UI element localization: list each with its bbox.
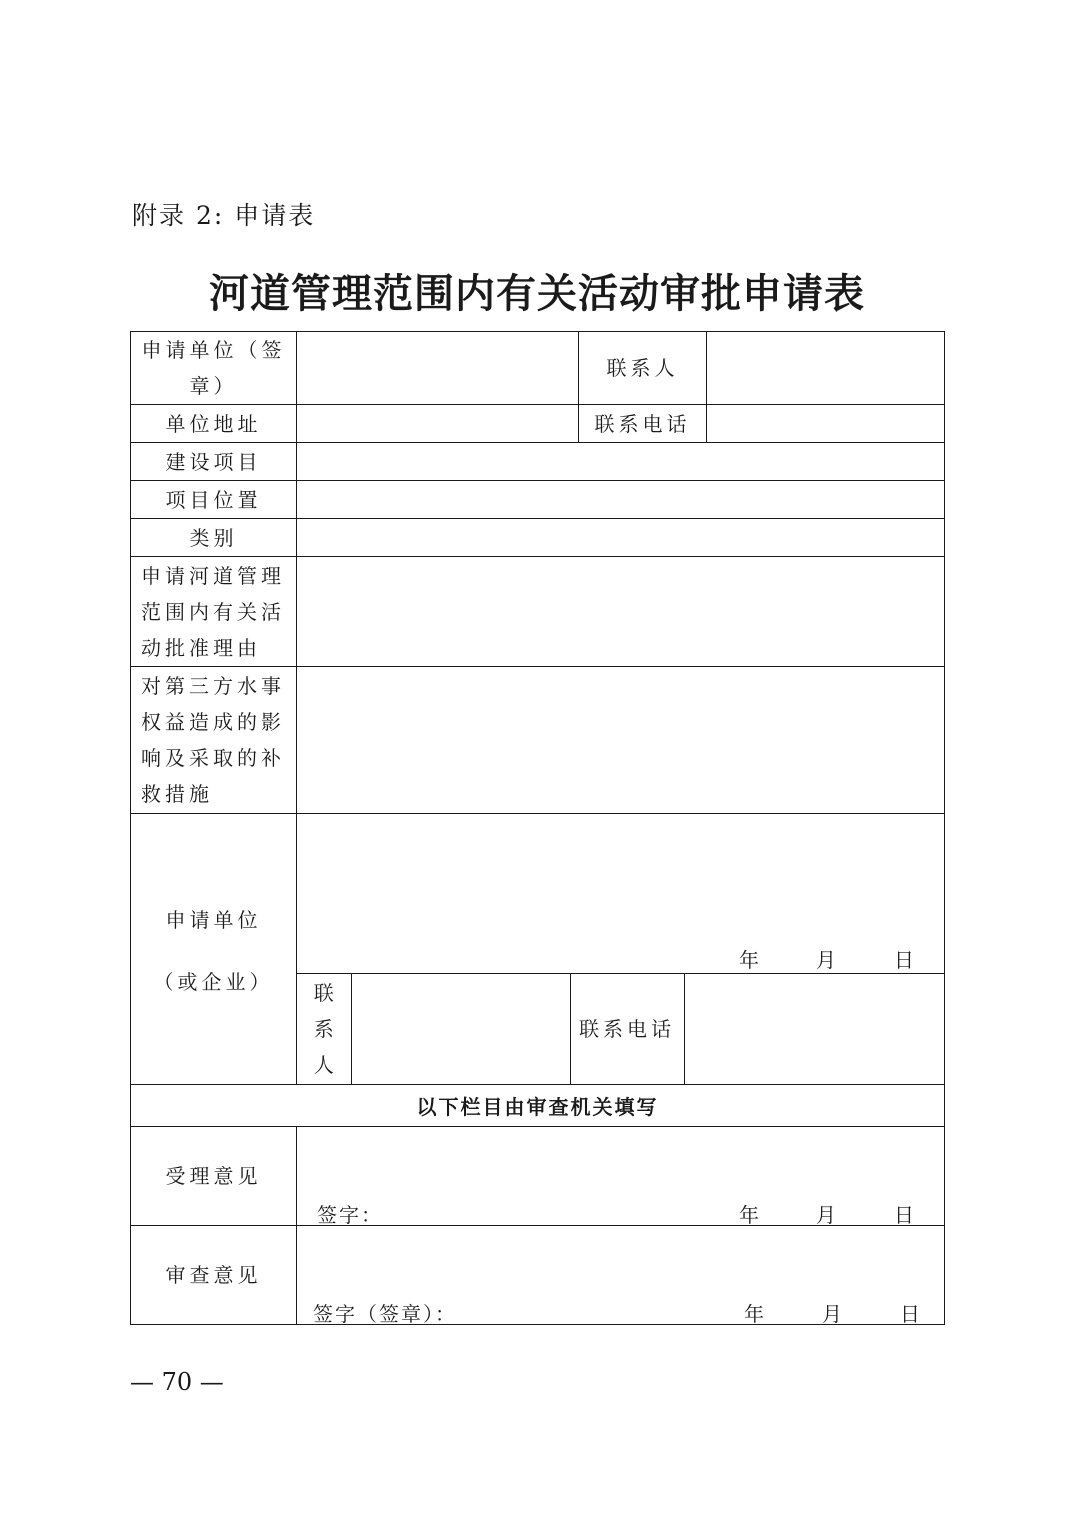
applicant-contact-table	[297, 973, 944, 1084]
acceptance-field[interactable]: 签字： 年 月 日	[297, 1127, 945, 1226]
contact-field[interactable]	[707, 332, 945, 405]
review-section-header: 以下栏目由审查机关填写	[131, 1085, 945, 1127]
applicant-contact-field[interactable]	[351, 974, 570, 1085]
applicant-unit-field[interactable]	[297, 332, 579, 405]
applicant-signature-area[interactable]: 年 月 日	[739, 948, 914, 972]
review-field[interactable]: 签字（签章）： 年 月 日	[297, 1226, 945, 1325]
impact-label: 对第三方水事 权益造成的影 响及采取的补 救措施	[131, 667, 297, 814]
applicant-unit-label: 申请单位（签 章）	[131, 332, 297, 405]
project-field[interactable]	[297, 443, 945, 481]
acceptance-signature-label: 签字：	[317, 1203, 383, 1227]
applicant-section	[297, 814, 945, 1085]
reason-field[interactable]	[297, 557, 945, 667]
acceptance-label: 受理意见	[131, 1127, 297, 1226]
impact-field[interactable]	[297, 667, 945, 814]
project-location-label: 项目位置	[131, 481, 297, 519]
contact-phone-field[interactable]	[707, 405, 945, 443]
application-form	[130, 331, 945, 1325]
unit-address-label: 单位地址	[131, 405, 297, 443]
page-number: — 70 —	[130, 1368, 224, 1396]
project-location-field[interactable]	[297, 481, 945, 519]
category-field[interactable]	[297, 519, 945, 557]
appendix-label: 附录 2: 申请表	[132, 201, 316, 230]
applicant-label: 申请单位 （或企业）	[131, 814, 297, 1085]
review-signature-label: 签字（签章）：	[313, 1302, 457, 1326]
category-label: 类别	[131, 519, 297, 557]
contact-phone-label: 联系电话	[579, 405, 707, 443]
reason-label: 申请河道管理 范围内有关活 动批准理由	[131, 557, 297, 667]
project-label: 建设项目	[131, 443, 297, 481]
form-title: 河道管理范围内有关活动审批申请表	[209, 270, 865, 317]
unit-address-field[interactable]	[297, 405, 579, 443]
contact-vertical-label: 联 系 人	[297, 974, 351, 1085]
review-label: 审查意见	[131, 1226, 297, 1325]
applicant-contact-phone-label: 联系电话	[570, 974, 684, 1085]
applicant-contact-phone-field[interactable]	[684, 974, 944, 1085]
contact-label: 联系人	[579, 332, 707, 405]
